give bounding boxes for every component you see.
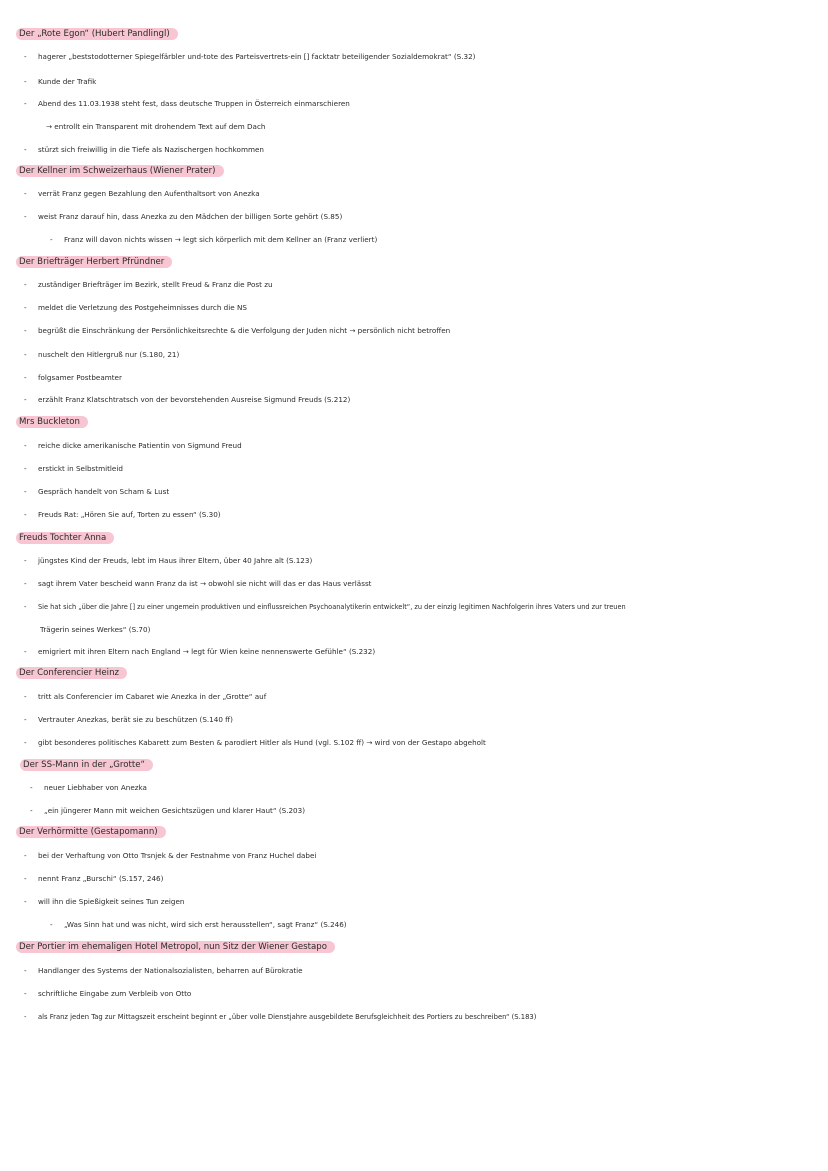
list-item: - emigriert mit ihren Eltern nach England → legt für Wien keine nennenswerte Gefühle“ (S.232) — [24, 647, 376, 656]
list-item: - „Was Sinn hat und was nicht, wird sich erst herausstellen“, sagt Franz“ (S.246) — [50, 920, 347, 929]
list-item: - Gespräch handelt von Scham & Lust — [24, 487, 170, 496]
section-heading: Der Briefträger Herbert Pfründner — [16, 256, 172, 269]
list-item: - neuer Liebhaber von Anezka — [30, 783, 147, 792]
list-item: - begrüßt die Einschränkung der Persönlichkeitsrechte & die Verfolgung der Juden nicht → persönlich nicht betroffen — [24, 326, 451, 335]
list-item: - meldet die Verletzung des Postgeheimnisses durch die NS — [24, 303, 247, 312]
list-item: - Freuds Rat: „Hören Sie auf, Torten zu essen“ (S.30) — [24, 510, 221, 519]
list-item: - stürzt sich freiwillig in die Tiefe als Nazischergen hochkommen — [24, 145, 264, 154]
list-item: - bei der Verhaftung von Otto Trsnjek & der Festnahme von Franz Huchel dabei — [24, 851, 317, 860]
list-item: - „ein jüngerer Mann mit weichen Gesichtszügen und klarer Haut“ (S.203) — [30, 806, 306, 815]
list-item: → entrollt ein Transparent mit drohendem Text auf dem Dach — [46, 122, 266, 131]
list-item: - schriftliche Eingabe zum Verbleib von Otto — [24, 989, 192, 998]
section-heading: Der SS-Mann in der „Grotte“ — [20, 759, 153, 772]
list-item-continuation: Trägerin seines Werkes“ (S.70) — [40, 625, 151, 634]
list-item: - Abend des 11.03.1938 steht fest, dass deutsche Truppen in Österreich einmarschieren — [24, 99, 350, 108]
section-heading: Freuds Tochter Anna — [16, 532, 114, 545]
list-item: - erzählt Franz Klatschtratsch von der bevorstehenden Ausreise Sigmund Freuds (S.212) — [24, 395, 351, 404]
list-item: - tritt als Conferencier im Cabaret wie Anezka in der „Grotte“ auf — [24, 692, 267, 701]
section-heading: Der Kellner im Schweizerhaus (Wiener Prater) — [16, 165, 224, 178]
section-heading: Der Conferencier Heinz — [16, 667, 127, 680]
list-item: - weist Franz darauf hin, dass Anezka zu den Mädchen der billigen Sorte gehört (S.85) — [24, 212, 343, 221]
list-item: - Kunde der Trafik — [24, 77, 97, 86]
section-heading: Der Portier im ehemaligen Hotel Metropol, nun Sitz der Wiener Gestapo — [16, 941, 335, 954]
list-item: - will ihn die Spießigkeit seines Tun zeigen — [24, 897, 185, 906]
list-item: - hagerer „beststodotterner Spiegelfärbler und-tote des Parteisvertrets-ein [] facktatr beteiligender Sozialdemokrat“ (S.32) — [24, 52, 476, 61]
section-heading: Der „Rote Egon“ (Hubert Pandlingl) — [16, 28, 178, 41]
list-item: - verrät Franz gegen Bezahlung den Aufenthaltsort von Anezka — [24, 189, 260, 198]
list-item: - Vertrauter Anezkas, berät sie zu beschützen (S.140 ff) — [24, 715, 233, 724]
section-heading: Mrs Buckleton — [16, 416, 88, 429]
list-item: - zuständiger Briefträger im Bezirk, stellt Freud & Franz die Post zu — [24, 280, 273, 289]
section-heading: Der Verhörmitte (Gestapomann) — [16, 826, 166, 839]
list-item: - Handlanger des Systems der Nationalsozialisten, beharren auf Bürokratie — [24, 966, 303, 975]
list-item: - als Franz jeden Tag zur Mittagszeit erscheint beginnt er „über volle Dienstjahre ausgebildete Berufsgleichheit des Portiers zu beschreiben“ (S.183) — [24, 1013, 537, 1021]
list-item: - nennt Franz „Burschi“ (S.157, 246) — [24, 874, 164, 883]
list-item: - gibt besonderes politisches Kabarett zum Besten & parodiert Hitler als Hund (vgl. S.102 ff) → wird von der Gestapo abgeholt — [24, 738, 486, 747]
list-item: - erstickt in Selbstmitleid — [24, 464, 123, 473]
list-item: - jüngstes Kind der Freuds, lebt im Haus ihrer Eltern, über 40 Jahre alt (S.123) — [24, 556, 313, 565]
list-item: - Sie hat sich „über die Jahre [] zu einer ungemein produktiven und einflussreichen Psychoanalytikerin entwickelt“, zu der einzig legitimen Nachfolgerin ihres Vaters und zur treuen — [24, 603, 626, 611]
list-item: - Franz will davon nichts wissen → legt sich körperlich mit dem Kellner an (Franz verliert) — [50, 235, 378, 244]
list-item: - folgsamer Postbeamter — [24, 373, 122, 382]
list-item: - sagt ihrem Vater bescheid wann Franz da ist → obwohl sie nicht will das er das Haus verlässt — [24, 579, 372, 588]
list-item: - nuschelt den Hitlergruß nur (S.180, 21) — [24, 350, 180, 359]
list-item: - reiche dicke amerikanische Patientin von Sigmund Freud — [24, 441, 242, 450]
